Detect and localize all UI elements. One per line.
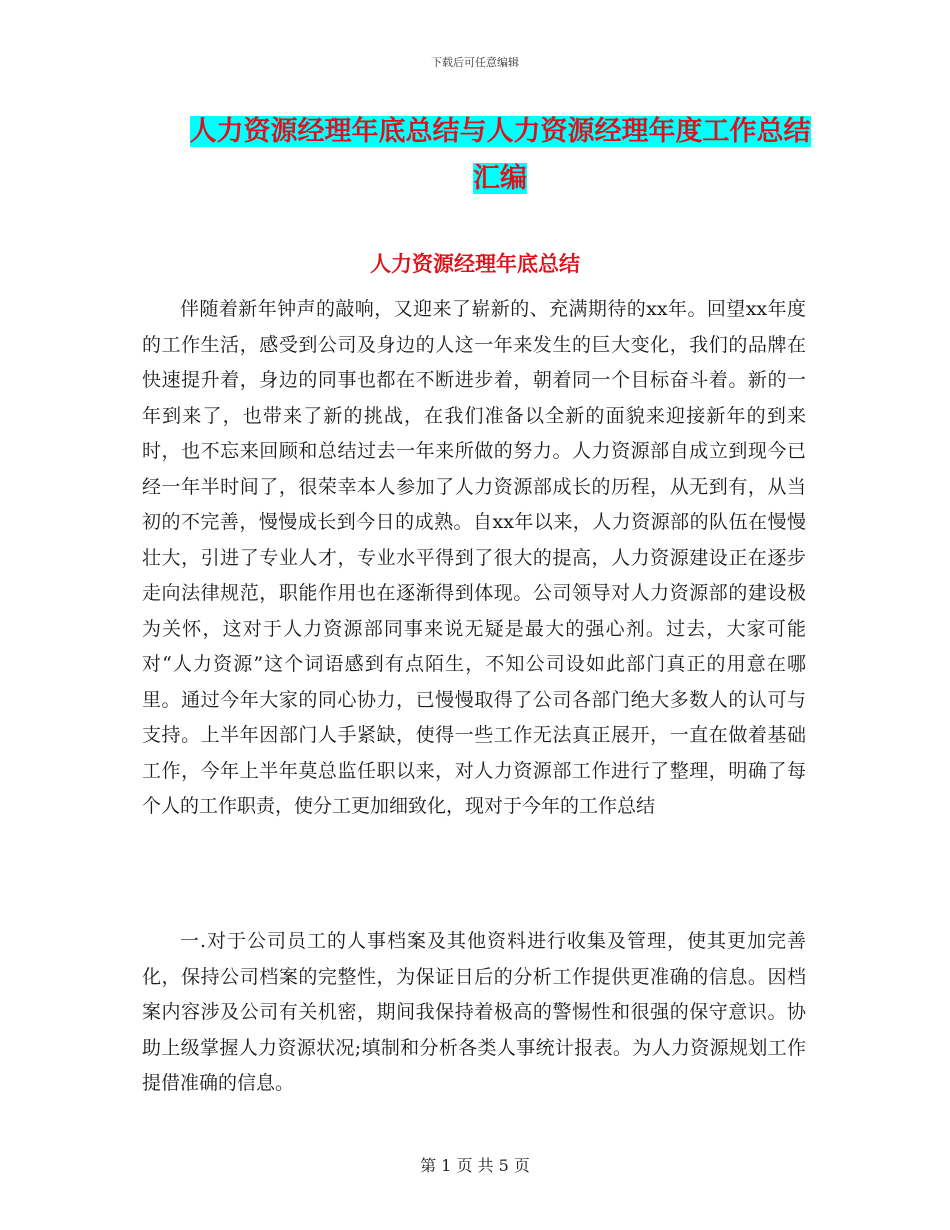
document-title (180, 108, 820, 202)
page-header: 下载后可任意编辑 (431, 56, 519, 69)
section-title: 人力资源经理年底总结 (370, 252, 580, 276)
page-number: 第 1 页 共 5 页 (420, 1156, 530, 1175)
document-title-text: 人力资源经理年底总结与人力资源经理年度工作总结汇编 (189, 116, 811, 194)
body-paragraph: 一.对于公司员工的人事档案及其他资料进行收集及管理，使其更加完善化，保持公司档案的完整性，为保证日后的分析工作提供更准确的信息。因档案内容涉及公司有关机密，期间我保持着极高的警惕性和很强的保守意识。协助上级掌握人力资源状况;填制和分析各类人事统计报表。为人力资源规划工作提借准确的信息。 (142, 930, 806, 1094)
body-paragraph: 伴随着新年钟声的敲响，又迎来了崭新的、充满期待的xx年。回望xx年度的工作生活，感受到公司及身边的人这一年来发生的巨大变化，我们的品牌在快速提升着，身边的同事也都在不断进步着，朝着同一个目标奋斗着。新的一年到来了，也带来了新的挑战，在我们准备以全新的面貌来迎接新年的到来时，也不忘来回顾和总结过去一年来所做的努力。人力资源部自成立到现今已经一年半时间了，很荣幸本人参加了人力资源部成长的历程，从无到有，从当初的不完善，慢慢成长到今日的成熟。自xx年以来，人力资源部的队伍在慢慢壮大，引进了专业人才，专业水平得到了很大的提高，人力资源建设正在逐步走向法律规范，职能作用也在逐渐得到体现。公司领导对人力资源部的建设极为关怀，这对于人力资源部同事来说无疑是最大的强心剂。过去，大家可能对“人力资源”这个词语感到有点陌生，不知公司设如此部门真正的用意在哪里。通过今年大家的同心协力，已慢慢取得了公司各部门绝大多数人的认可与支持。上半年因部门人手紧缺，使得一些工作无法真正展开，一直在做着基础工作，今年上半年莫总监任职以来，对人力资源部工作进行了整理，明确了每个人的工作职责，使分工更加细致化，现对于今年的工作总结 (142, 298, 806, 817)
